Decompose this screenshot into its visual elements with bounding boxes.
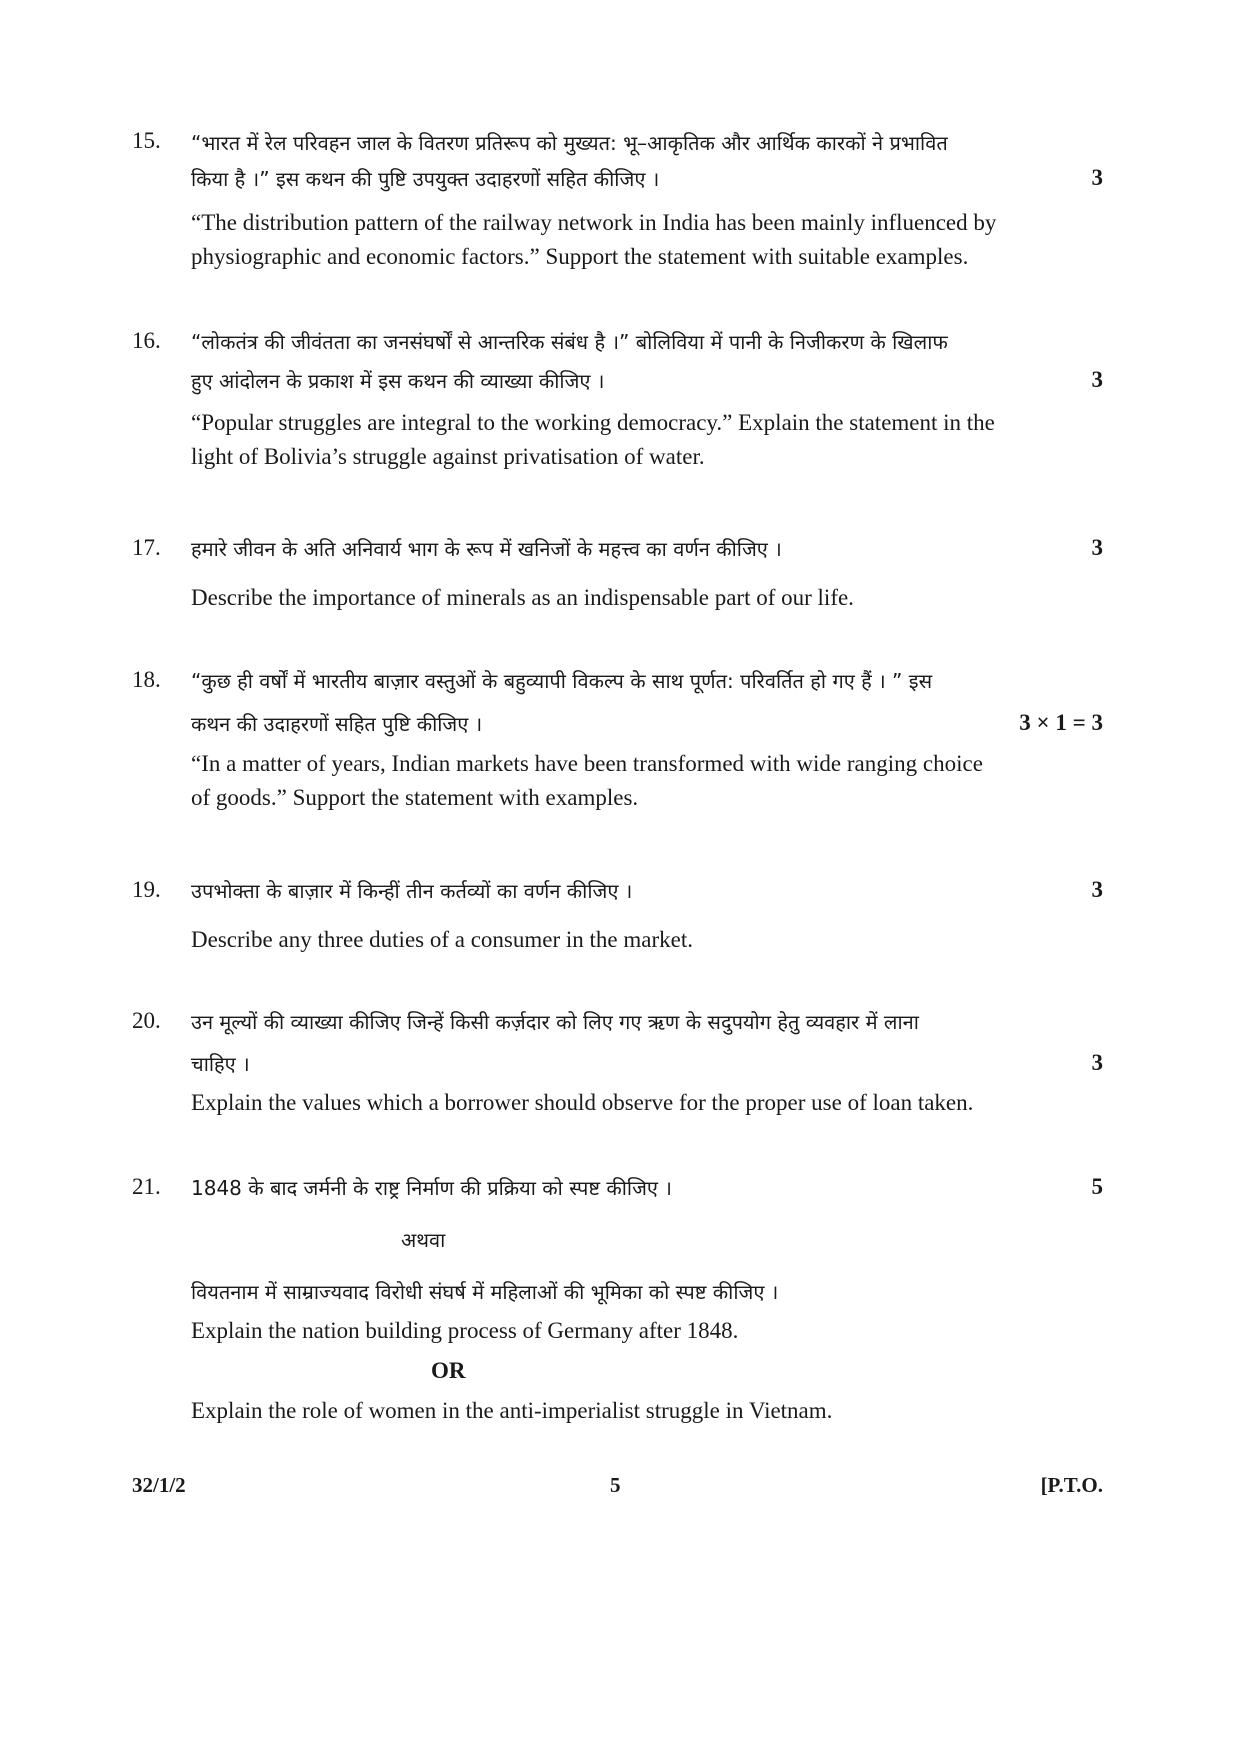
english-text: “In a matter of years, Indian markets have been transformed with wide ranging choice [191,751,983,776]
english-text: “Popular struggles are integral to the working democracy.” Explain the statement in the [191,410,995,435]
english-text-alt: Explain the role of women in the anti-imperialist struggle in Vietnam. [191,1398,833,1423]
hindi-text: उन मूल्यों की व्याख्या कीजिए जिन्हें किसी कर्ज़दार को लिए गए ऋण के सदुपयोग हेतु व्यवहार में लाना [191,1010,919,1034]
question-number: 21. [132,1174,161,1199]
marks: 5 [1091,1174,1103,1199]
english-text: of goods.” Support the statement with examples. [191,785,639,810]
hindi-text-alt: वियतनाम में साम्राज्यवाद विरोधी संघर्ष में महिलाओं की भूमिका को स्पष्ट कीजिए । [191,1280,779,1304]
question-number: 15. [132,128,161,153]
hindi-text: “भारत में रेल परिवहन जाल के वितरण प्रतिरूप को मुख्यत: भू–आकृतिक और आर्थिक कारकों ने प्रभावित [191,131,948,155]
english-text: physiographic and economic factors.” Support the statement with suitable examples. [191,244,969,269]
english-text: Describe the importance of minerals as an indispensable part of our life. [191,585,854,610]
hindi-text: उपभोक्ता के बाज़ार में किन्हीं तीन कर्तव्यों का वर्णन कीजिए । [191,879,633,903]
hindi-text: हुए आंदोलन के प्रकाश में इस कथन की व्याख्या कीजिए । [191,369,605,393]
question-number: 18. [132,667,161,692]
question-number: 19. [132,877,161,902]
marks: 3 [1091,1050,1103,1075]
question-number: 16. [132,328,161,353]
hindi-text: हमारे जीवन के अति अनिवार्य भाग के रूप में खनिजों के महत्त्व का वर्णन कीजिए । [191,537,782,561]
marks: 3 [1091,877,1103,902]
marks: 3 [1091,165,1103,190]
marks: 3 [1091,535,1103,560]
page-number: 5 [610,1473,621,1497]
paper-code: 32/1/2 [132,1473,186,1497]
hindi-text: चाहिए । [191,1052,250,1076]
english-text: Explain the values which a borrower should observe for the proper use of loan taken. [191,1090,974,1115]
hindi-text: 1848 के बाद जर्मनी के राष्ट्र निर्माण की प्रक्रिया को स्पष्ट कीजिए । [191,1176,672,1200]
hindi-text: “कुछ ही वर्षों में भारतीय बाज़ार वस्तुओं के बहुव्यापी विकल्प के साथ पूर्णत: परिवर्तित हो गए हैं । ” इस [191,669,933,693]
or-separator-english: OR [431,1358,466,1383]
english-text: Describe any three duties of a consumer in the market. [191,927,693,952]
hindi-text: किया है ।” इस कथन की पुष्टि उपयुक्त उदाहरणों सहित कीजिए । [191,167,660,191]
pto-label: [P.T.O. [1040,1473,1103,1497]
question-number: 20. [132,1008,161,1033]
english-text: light of Bolivia’s struggle against privatisation of water. [191,444,705,469]
english-text: “The distribution pattern of the railway network in India has been mainly influenced by [191,210,997,235]
hindi-text: “लोकतंत्र की जीवंतता का जनसंघर्षों से आन्तरिक संबंध है ।” बोलिविया में पानी के निजीकरण के खिलाफ [191,330,948,354]
marks: 3 [1091,367,1103,392]
question-number: 17. [132,535,161,560]
hindi-text: कथन की उदाहरणों सहित पुष्टि कीजिए । [191,712,483,736]
english-text: Explain the nation building process of Germany after 1848. [191,1318,739,1343]
marks: 3 × 1 = 3 [1019,710,1103,735]
or-separator-hindi: अथवा [401,1228,446,1252]
